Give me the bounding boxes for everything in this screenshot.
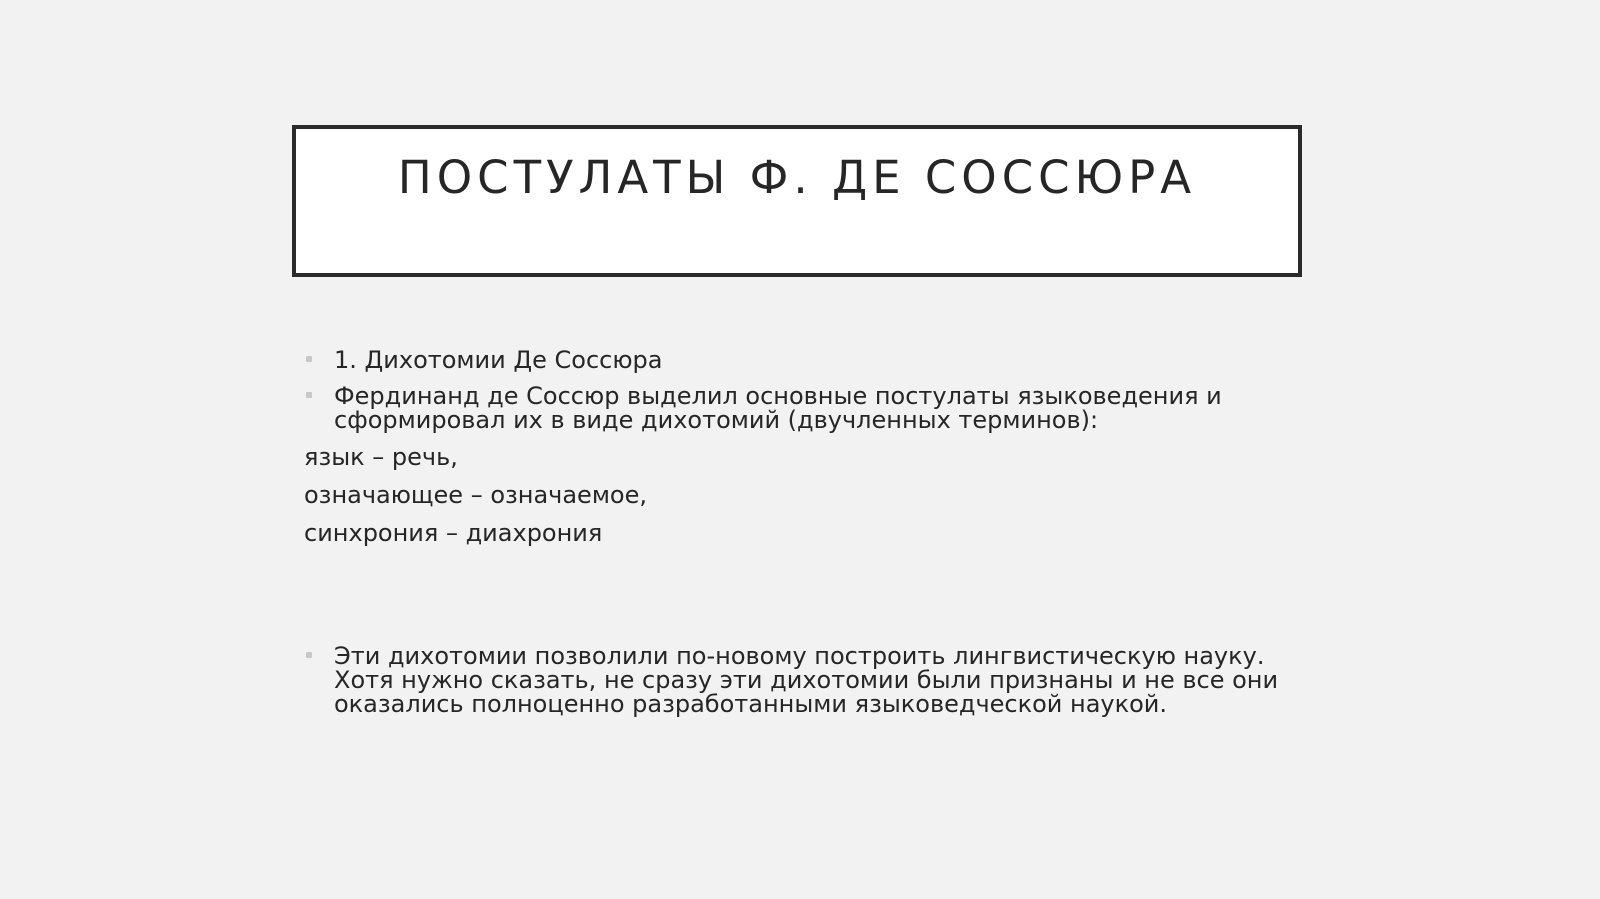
dichotomy-line: означающее – означаемое, (304, 481, 648, 509)
bullet-text: 1. Дихотомии Де Соссюра (334, 346, 663, 374)
bullet-icon (306, 356, 312, 362)
bullet-text: Фердинанд де Соссюр выделил основные постулаты языковедения и сформировал их в виде дихотомий (двучленных терминов): (334, 382, 1222, 434)
dichotomy-line: язык – речь, (304, 443, 458, 471)
bullet-item (304, 348, 1284, 372)
slide-body (304, 348, 1284, 728)
bullet-icon (306, 652, 312, 658)
slide-title: ПОСТУЛАТЫ Ф. ДЕ СОССЮРА (397, 151, 1197, 204)
dichotomy-line: синхрония – диахрония (304, 519, 603, 547)
bullet-item (304, 384, 1284, 432)
bullet-icon (306, 392, 312, 398)
bullet-item (304, 644, 1284, 716)
spacer (304, 558, 1284, 644)
title-box (292, 125, 1302, 277)
bullet-text: Эти дихотомии позволили по-новому построить лингвистическую науку. Хотя нужно сказать, не сразу эти дихотомии были признаны и не все они оказались полноценно разработанными языковедческой наукой. (334, 642, 1279, 718)
